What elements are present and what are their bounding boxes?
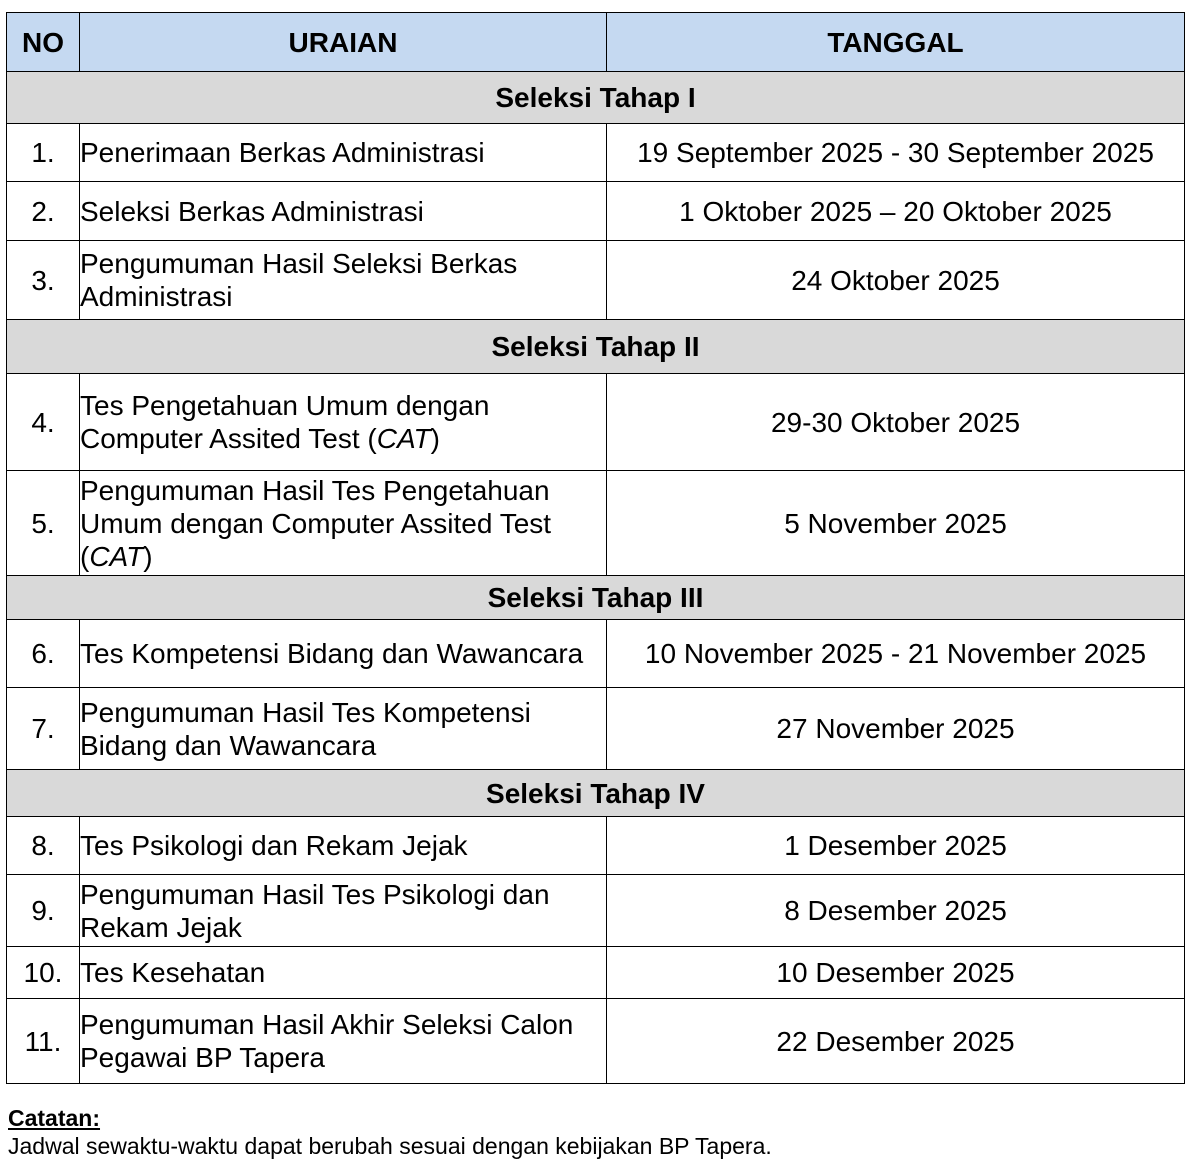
row-no: 11. [7, 999, 80, 1084]
note-text: Jadwal sewaktu-waktu dapat berubah sesuai dengan kebijakan BP Tapera. [8, 1133, 772, 1159]
section-title: Seleksi Tahap III [7, 576, 1185, 620]
row-uraian [80, 471, 607, 576]
table-row [7, 999, 1185, 1084]
row-tanggal: 27 November 2025 [607, 688, 1185, 770]
row-tanggal: 24 Oktober 2025 [607, 241, 1185, 320]
uraian-italic: CAT [89, 540, 144, 572]
section-row [7, 576, 1185, 620]
row-uraian: Tes Psikologi dan Rekam Jejak [80, 817, 607, 875]
row-no: 4. [7, 374, 80, 471]
row-uraian: Tes Kesehatan [80, 947, 607, 999]
uraian-text: Tes Pengetahuan Umum dengan Computer Assited Test ( [80, 390, 490, 454]
uraian-end: ) [430, 423, 440, 454]
note [8, 1104, 772, 1160]
uraian-end: ) [143, 540, 153, 572]
note-title: Catatan: [8, 1105, 101, 1131]
table-row [7, 374, 1185, 471]
header-uraian: URAIAN [80, 13, 607, 72]
row-no: 6. [7, 620, 80, 688]
uraian-italic: CAT [376, 423, 431, 454]
table-row [7, 817, 1185, 875]
row-uraian: Pengumuman Hasil Tes Kompetensi Bidang dan Wawancara [80, 688, 607, 770]
row-uraian: Pengumuman Hasil Seleksi Berkas Administrasi [80, 241, 607, 320]
row-no: 9. [7, 875, 80, 947]
table-row [7, 620, 1185, 688]
row-tanggal: 1 Desember 2025 [607, 817, 1185, 875]
row-uraian: Penerimaan Berkas Administrasi [80, 124, 607, 182]
section-row [7, 320, 1185, 374]
row-no: 10. [7, 947, 80, 999]
row-tanggal: 8 Desember 2025 [607, 875, 1185, 947]
row-no: 8. [7, 817, 80, 875]
section-title: Seleksi Tahap II [7, 320, 1185, 374]
section-row [7, 72, 1185, 124]
row-tanggal: 1 Oktober 2025 – 20 Oktober 2025 [607, 182, 1185, 241]
uraian-text: Pengumuman Hasil Tes Pengetahuan Umum dengan Computer Assited Test ( [80, 474, 552, 572]
table-row [7, 875, 1185, 947]
row-no: 2. [7, 182, 80, 241]
row-uraian: Pengumuman Hasil Tes Psikologi dan Rekam Jejak [80, 875, 607, 947]
row-tanggal: 19 September 2025 - 30 September 2025 [607, 124, 1185, 182]
section-title: Seleksi Tahap I [7, 72, 1185, 124]
table-row [7, 688, 1185, 770]
row-uraian: Seleksi Berkas Administrasi [80, 182, 607, 241]
table-row [7, 182, 1185, 241]
table-row [7, 471, 1185, 576]
row-no: 1. [7, 124, 80, 182]
row-no: 5. [7, 471, 80, 576]
table-row [7, 947, 1185, 999]
schedule-table [6, 12, 1185, 1084]
row-uraian [80, 374, 607, 471]
table-row [7, 241, 1185, 320]
row-uraian: Tes Kompetensi Bidang dan Wawancara [80, 620, 607, 688]
row-no: 3. [7, 241, 80, 320]
row-uraian: Pengumuman Hasil Akhir Seleksi Calon Pegawai BP Tapera [80, 999, 607, 1084]
row-tanggal: 22 Desember 2025 [607, 999, 1185, 1084]
section-title: Seleksi Tahap IV [7, 770, 1185, 817]
table-row [7, 124, 1185, 182]
header-no: NO [7, 13, 80, 72]
row-tanggal: 10 November 2025 - 21 November 2025 [607, 620, 1185, 688]
row-tanggal: 10 Desember 2025 [607, 947, 1185, 999]
row-tanggal: 29-30 Oktober 2025 [607, 374, 1185, 471]
table-header [7, 13, 1185, 72]
row-no: 7. [7, 688, 80, 770]
header-tanggal: TANGGAL [607, 13, 1185, 72]
section-row [7, 770, 1185, 817]
row-tanggal: 5 November 2025 [607, 471, 1185, 576]
